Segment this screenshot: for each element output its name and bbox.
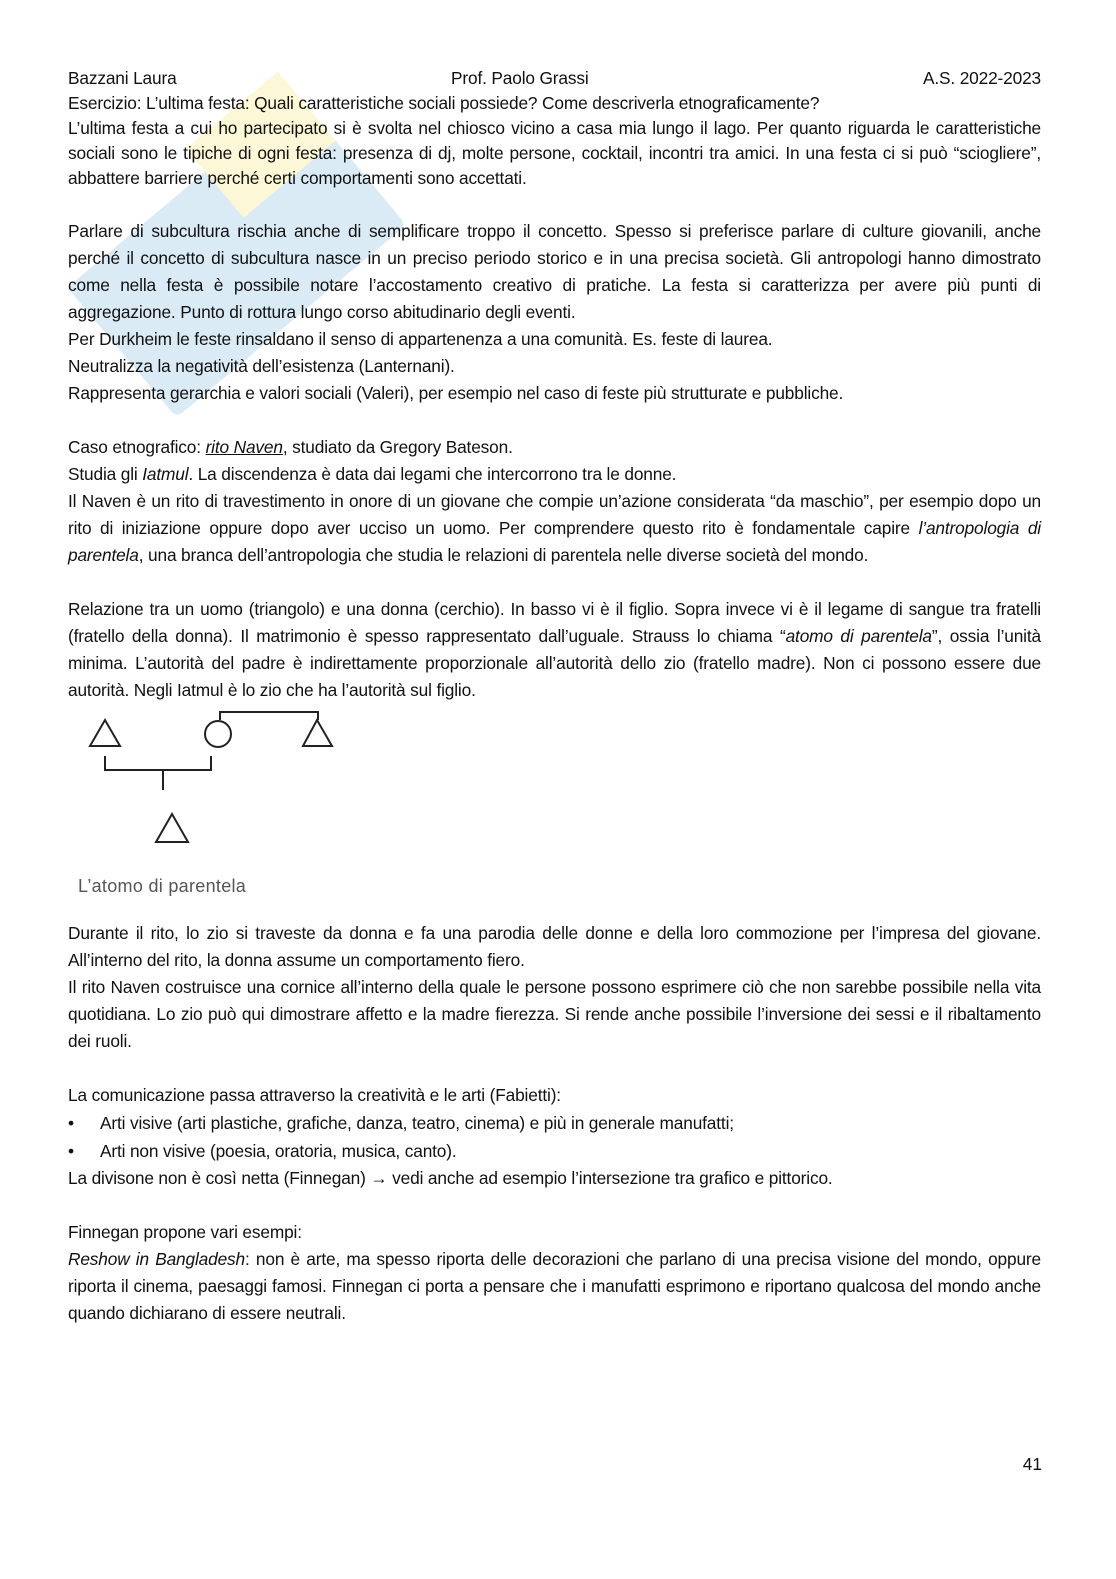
paragraph-caso bbox=[68, 434, 1041, 461]
exercise-answer: L’ultima festa a cui ho partecipato si è svolta nel chiosco vicino a casa mia lungo il lago. Per quanto riguarda le caratteristiche sociali sono le tipiche di ogni festa: presenza di dj, molte persone, cocktail, incontri tra amici. In una festa ci si può “sciogliere”, abbattere barriere perché certi comportamenti sono accettati. bbox=[68, 118, 1041, 188]
paragraph-valeri: Rappresenta gerarchia e valori sociali (Valeri), per esempio nel caso di feste più strutturate e pubbliche. bbox=[68, 383, 844, 403]
paragraph-naven bbox=[68, 488, 1041, 569]
paragraph-durkheim: Per Durkheim le feste rinsaldano il senso di appartenenza a una comunità. Es. feste di laurea. bbox=[68, 329, 773, 349]
text: Caso etnografico: bbox=[68, 437, 206, 457]
text: Relazione tra un uomo (triangolo) e una donna (cerchio). In basso vi è il figlio. Sopra invece vi è il legame di sangue tra fratelli (fratello della donna). Il matrimonio è spesso rappresentato dall’uguale. Strauss lo chiama “ bbox=[68, 599, 1041, 646]
diagram-caption: L’atomo di parentela bbox=[78, 876, 247, 896]
arts-list bbox=[68, 1109, 1041, 1165]
text: Studia gli bbox=[68, 464, 143, 484]
kinship-diagram bbox=[68, 710, 1041, 910]
text: . La discendenza è data dai legami che intercorrono tra le donne. bbox=[188, 464, 677, 484]
header-year: A.S. 2022-2023 bbox=[923, 68, 1041, 88]
page-header bbox=[68, 66, 1041, 91]
header-professor: Prof. Paolo Grassi bbox=[451, 68, 589, 88]
emphasis: l’antropologia di parentela bbox=[68, 518, 1041, 565]
list-item: • Arti visive (arti plastiche, grafiche, danza, teatro, cinema) e più in generale manufatti; bbox=[68, 1109, 1041, 1137]
emphasis: atomo di parentela bbox=[785, 626, 932, 646]
father-triangle-icon bbox=[90, 720, 120, 746]
marriage-line bbox=[105, 756, 211, 770]
mother-circle-icon bbox=[205, 721, 231, 747]
paragraph-subcultura: Parlare di subcultura rischia anche di semplificare troppo il concetto. Spesso si preferisce parlare di culture giovanili, anche perché il concetto di subcultura nasce in un preciso periodo storico e in una precisa società. Gli antropologi hanno dimostrato come nella festa è possibile notare l’accostamento creativo di pratiche. La festa si caratterizza per avere più punti di aggregazione. Punto di rottura lungo corso abitudinario degli eventi. bbox=[68, 221, 1041, 322]
rito-naven-link[interactable]: rito Naven bbox=[205, 437, 283, 457]
paragraph-rito: Durante il rito, lo zio si traveste da donna e fa una parodia delle donne e della loro commozione per l’impresa del giovane. All’interno del rito, la donna assume un comportamento fiero. bbox=[68, 923, 1041, 970]
paragraph-divisione: La divisone non è così netta (Finnegan) → vedi anche ad esempio l’intersezione tra grafico e pittorico. bbox=[68, 1168, 833, 1188]
paragraph-comunicazione: La comunicazione passa attraverso la creatività e le arti (Fabietti): bbox=[68, 1085, 561, 1105]
text: : non è arte, ma spesso riporta delle decorazioni che parlano di una precisa visione del mondo, oppure riporta il cinema, paesaggi famosi. Finnegan ci porta a pensare che i manufatti esprimono e riportano qualcosa del mondo anche quando dichiarano di essere neutrali. bbox=[68, 1249, 1041, 1323]
emphasis: Reshow in Bangladesh bbox=[68, 1249, 245, 1269]
text: Il Naven è un rito di travestimento in onore di un giovane che compie un’azione considerata “da maschio”, per esempio dopo un rito di iniziazione oppure dopo aver ucciso un uomo. Per comprendere questo rito è fondamentale capire bbox=[68, 491, 1041, 538]
text: , una branca dell’antropologia che studia le relazioni di parentela nelle diverse società del mondo. bbox=[138, 545, 869, 565]
text: , studiato da Gregory Bateson. bbox=[282, 437, 513, 457]
paragraph-relazione bbox=[68, 596, 1041, 704]
uncle-triangle-icon bbox=[303, 720, 332, 746]
emphasis: Iatmul bbox=[142, 464, 189, 484]
paragraph-iatmul bbox=[68, 461, 1041, 488]
header-author: Bazzani Laura bbox=[68, 68, 177, 88]
sibling-line bbox=[220, 712, 318, 720]
paragraph-lanternani: Neutralizza la negatività dell’esistenza (Lanternani). bbox=[68, 356, 455, 376]
list-item: • Arti non visive (poesia, oratoria, musica, canto). bbox=[68, 1137, 1041, 1165]
paragraph-finnegan: Finnegan propone vari esempi: bbox=[68, 1222, 302, 1242]
document-page bbox=[68, 66, 1041, 1327]
page-number: 41 bbox=[1022, 1454, 1042, 1474]
text: ”, ossia l’unità minima. L’autorità del padre è indirettamente proporzionale all’autorità dello zio (fratello madre). Non ci possono essere due autorità. Negli Iatmul è lo zio che ha l’autorità sul figlio. bbox=[68, 626, 1041, 700]
paragraph-reshow bbox=[68, 1246, 1041, 1327]
exercise-question: Esercizio: L’ultima festa: Quali caratteristiche sociali possiede? Come descriverla etnograficamente? bbox=[68, 93, 820, 113]
son-triangle-icon bbox=[156, 814, 188, 842]
paragraph-cornice: Il rito Naven costruisce una cornice all’interno della quale le persone possono esprimere ciò che non sarebbe possibile nella vita quotidiana. Lo zio può qui dimostrare affetto e la madre fierezza. Si rende anche possibile l’inversione dei sessi e il ribaltamento dei ruoli. bbox=[68, 977, 1041, 1051]
